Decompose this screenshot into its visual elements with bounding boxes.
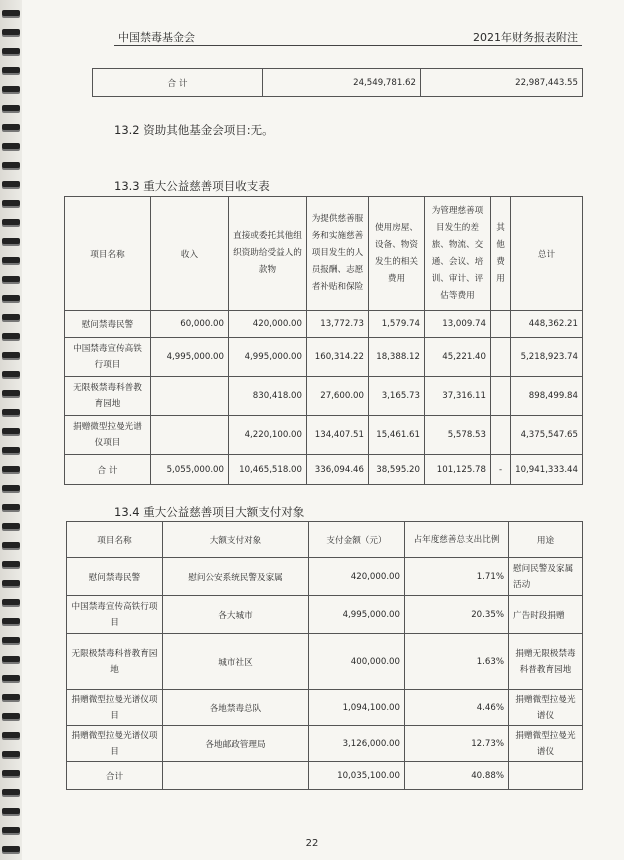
binding-ring	[2, 542, 20, 548]
cell: 4,995,000.00	[309, 596, 405, 634]
table-row	[67, 558, 583, 596]
cell: 336,094.46	[307, 455, 369, 485]
header-org: 中国禁毒基金会	[118, 31, 195, 44]
cell	[491, 338, 511, 377]
binding-ring	[2, 86, 20, 92]
header-cell: 直接或委托其他组织资助给受益人的款物	[229, 197, 307, 311]
cell	[491, 377, 511, 416]
binding-ring	[2, 675, 20, 681]
cell: 无限极禁毒科普教育园地	[65, 377, 151, 416]
cell: 捐赠微型拉曼光谱仪	[509, 690, 583, 726]
table-row	[65, 377, 583, 416]
binding-ring	[2, 808, 20, 814]
binding-ring	[2, 48, 20, 54]
cell: 捐赠微型拉曼光谱仪	[509, 726, 583, 762]
binding-ring	[2, 143, 20, 149]
binding-ring	[2, 390, 20, 396]
binding-ring	[2, 447, 20, 453]
cell: 830,418.00	[229, 377, 307, 416]
binding-ring	[2, 29, 20, 35]
binding-ring	[2, 694, 20, 700]
table-13-4	[66, 521, 583, 790]
cell: 15,461.61	[369, 416, 425, 455]
table-row	[65, 416, 583, 455]
table-13-3	[64, 196, 583, 485]
header-rule	[114, 45, 582, 46]
cell: 4.46%	[405, 690, 509, 726]
binding-ring	[2, 10, 20, 16]
cell: 60,000.00	[151, 311, 229, 338]
table-header-row	[65, 197, 583, 311]
cell: 慰问民警及家属活动	[509, 558, 583, 596]
binding-ring	[2, 485, 20, 491]
binding-ring	[2, 580, 20, 586]
header-cell: 项目名称	[67, 522, 163, 558]
cell: 101,125.78	[425, 455, 491, 485]
binding-ring	[2, 428, 20, 434]
table-header-row	[67, 522, 583, 558]
binding-ring	[2, 789, 20, 795]
cell: 4,995,000.00	[229, 338, 307, 377]
cell: 18,388.12	[369, 338, 425, 377]
cell: 10,035,100.00	[309, 762, 405, 790]
binding-ring	[2, 637, 20, 643]
header-report-title: 2021年财务报表附注	[473, 31, 578, 44]
cell: 中国禁毒宣传高铁行项目	[65, 338, 151, 377]
cell: 13,009.74	[425, 311, 491, 338]
carryover-total-table	[92, 68, 583, 97]
cell: 420,000.00	[229, 311, 307, 338]
table-row	[67, 726, 583, 762]
cell: 400,000.00	[309, 634, 405, 690]
spiral-binding	[0, 0, 22, 860]
cell: 捐赠微型拉曼光谱仪项目	[67, 690, 163, 726]
cell: 捐赠无限极禁毒科普教育园地	[509, 634, 583, 690]
cell: 4,375,547.65	[511, 416, 583, 455]
cell: 134,407.51	[307, 416, 369, 455]
cell: 各大城市	[163, 596, 309, 634]
cell: 慰问禁毒民警	[65, 311, 151, 338]
cell: 捐赠微型拉曼光谱仪项目	[67, 726, 163, 762]
cell: 中国禁毒宣传高铁行项目	[67, 596, 163, 634]
binding-ring	[2, 770, 20, 776]
cell: 12.73%	[405, 726, 509, 762]
header-cell: 大额支付对象	[163, 522, 309, 558]
binding-ring	[2, 466, 20, 472]
table-row	[67, 690, 583, 726]
cell: 广告时段捐赠	[509, 596, 583, 634]
cell: 1.71%	[405, 558, 509, 596]
cell: 27,600.00	[307, 377, 369, 416]
header-cell: 其他费用	[491, 197, 511, 311]
cell: 4,995,000.00	[151, 338, 229, 377]
binding-ring	[2, 656, 20, 662]
cell: 慰问公安系统民警及家属	[163, 558, 309, 596]
header-cell: 占年度慈善总支出比例	[405, 522, 509, 558]
cell: 10,465,518.00	[229, 455, 307, 485]
table-total-row	[65, 455, 583, 485]
cell	[509, 762, 583, 790]
binding-ring	[2, 124, 20, 130]
binding-ring	[2, 219, 20, 225]
cell: 1,094,100.00	[309, 690, 405, 726]
section-13-4-title: 13.4 重大公益慈善项目大额支付对象	[114, 505, 305, 519]
table-row	[65, 338, 583, 377]
cell: 420,000.00	[309, 558, 405, 596]
table-row	[67, 596, 583, 634]
cell: 捐赠微型拉曼光谱仪项目	[65, 416, 151, 455]
cell: 合 计	[65, 455, 151, 485]
total-label: 合 计	[93, 69, 263, 97]
cell: 10,941,333.44	[511, 455, 583, 485]
cell: 13,772.73	[307, 311, 369, 338]
table-row	[67, 634, 583, 690]
cell: 3,165.73	[369, 377, 425, 416]
binding-ring	[2, 751, 20, 757]
header-cell: 项目名称	[65, 197, 151, 311]
total-value-current: 24,549,781.62	[263, 69, 421, 97]
cell: 5,578.53	[425, 416, 491, 455]
cell: -	[491, 455, 511, 485]
cell: 1.63%	[405, 634, 509, 690]
binding-ring	[2, 162, 20, 168]
binding-ring	[2, 618, 20, 624]
header-cell: 总计	[511, 197, 583, 311]
cell: 4,220,100.00	[229, 416, 307, 455]
binding-ring	[2, 67, 20, 73]
binding-ring	[2, 409, 20, 415]
binding-ring	[2, 599, 20, 605]
binding-ring	[2, 732, 20, 738]
binding-ring	[2, 504, 20, 510]
cell: 20.35%	[405, 596, 509, 634]
cell: 40.88%	[405, 762, 509, 790]
header-cell: 为管理慈善项目发生的差旅、物流、交通、会议、培训、审计、评估等费用	[425, 197, 491, 311]
section-13-3-title: 13.3 重大公益慈善项目收支表	[114, 179, 270, 193]
cell: 5,055,000.00	[151, 455, 229, 485]
cell	[491, 416, 511, 455]
cell: 各地邮政管理局	[163, 726, 309, 762]
page-number: 22	[305, 838, 319, 849]
table-total-row	[67, 762, 583, 790]
binding-ring	[2, 181, 20, 187]
cell: 45,221.40	[425, 338, 491, 377]
binding-ring	[2, 561, 20, 567]
section-13-2: 13.2 资助其他基金会项目:无。	[114, 123, 274, 137]
binding-ring	[2, 827, 20, 833]
binding-ring	[2, 257, 20, 263]
cell: 898,499.84	[511, 377, 583, 416]
cell: 5,218,923.74	[511, 338, 583, 377]
cell: 各地禁毒总队	[163, 690, 309, 726]
cell: 37,316.11	[425, 377, 491, 416]
header-cell: 收入	[151, 197, 229, 311]
total-value-prior: 22,987,443.55	[421, 69, 583, 97]
binding-ring	[2, 105, 20, 111]
cell: 1,579.74	[369, 311, 425, 338]
cell	[491, 311, 511, 338]
cell	[163, 762, 309, 790]
cell: 38,595.20	[369, 455, 425, 485]
binding-ring	[2, 713, 20, 719]
cell: 160,314.22	[307, 338, 369, 377]
binding-ring	[2, 295, 20, 301]
binding-ring	[2, 200, 20, 206]
cell: 城市社区	[163, 634, 309, 690]
cell: 合计	[67, 762, 163, 790]
header-cell: 用途	[509, 522, 583, 558]
binding-ring	[2, 333, 20, 339]
binding-ring	[2, 352, 20, 358]
cell: 无限极禁毒科普教育园地	[67, 634, 163, 690]
binding-ring	[2, 371, 20, 377]
binding-ring	[2, 276, 20, 282]
header-cell: 为提供慈善服务和实施慈善项目发生的人员报酬、志愿者补贴和保险	[307, 197, 369, 311]
cell	[151, 377, 229, 416]
binding-ring	[2, 238, 20, 244]
cell	[151, 416, 229, 455]
cell: 慰问禁毒民警	[67, 558, 163, 596]
header-cell: 使用房屋、设备、物资发生的相关费用	[369, 197, 425, 311]
cell: 448,362.21	[511, 311, 583, 338]
cell: 3,126,000.00	[309, 726, 405, 762]
binding-ring	[2, 523, 20, 529]
header-cell: 支付金额（元）	[309, 522, 405, 558]
binding-ring	[2, 314, 20, 320]
table-row	[65, 311, 583, 338]
